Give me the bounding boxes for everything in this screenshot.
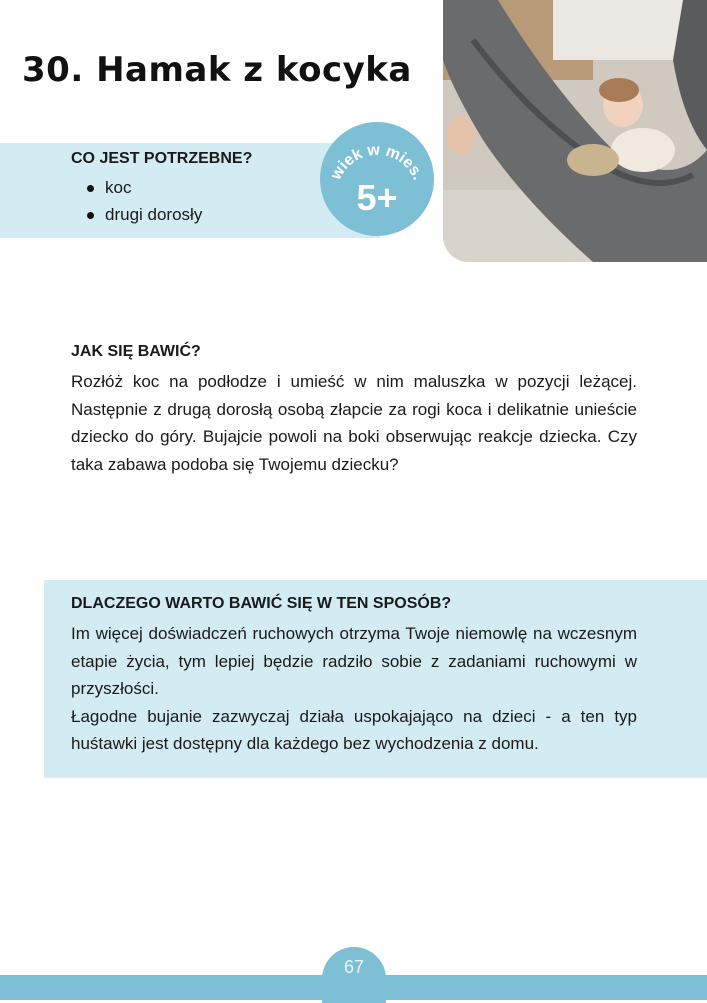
why-heading: DLACZEGO WARTO BAWIĆ SIĘ W TEN SPOSÓB? — [71, 595, 452, 612]
howto-heading: JAK SIĘ BAWIĆ? — [71, 343, 201, 360]
needs-heading: CO JEST POTRZEBNE? — [71, 150, 253, 167]
list-item: drugi dorosły — [71, 201, 202, 228]
why-paragraph: Im więcej doświadczeń ruchowych otrzyma Twoje niemowlę na wczesnym etapie życia, tym lepiej będzie radziło sobie z zadaniami ruchowymi w przyszłości. — [71, 624, 637, 698]
age-badge-value: 5+ — [356, 177, 398, 218]
age-badge-label: wiek w mies. — [327, 141, 427, 183]
howto-text: Rozłóż koc na podłodze i umieść w nim maluszka w pozycji leżącej. Następnie z drugą dorosłą osobą złapcie za rogi koca i delikatnie unieście dziecko do góry. Bujajcie powoli na boki obserwując reakcje dziecka. Czy taka zabawa podoba się Twojemu dziecku? — [71, 372, 637, 474]
why-paragraph: Łagodne bujanie zazwyczaj działa uspokajająco na dzieci - a ten typ huśtawki jest dostępny dla każdego bez wychodzenia z domu. — [71, 706, 637, 753]
list-item: koc — [71, 174, 202, 201]
page-title: 30. Hamak z kocyka — [22, 50, 412, 90]
needs-list — [71, 174, 202, 228]
page-number: 67 — [343, 957, 365, 977]
age-badge — [318, 120, 436, 238]
baby-hammock-photo — [443, 0, 707, 262]
why-text — [71, 620, 637, 758]
